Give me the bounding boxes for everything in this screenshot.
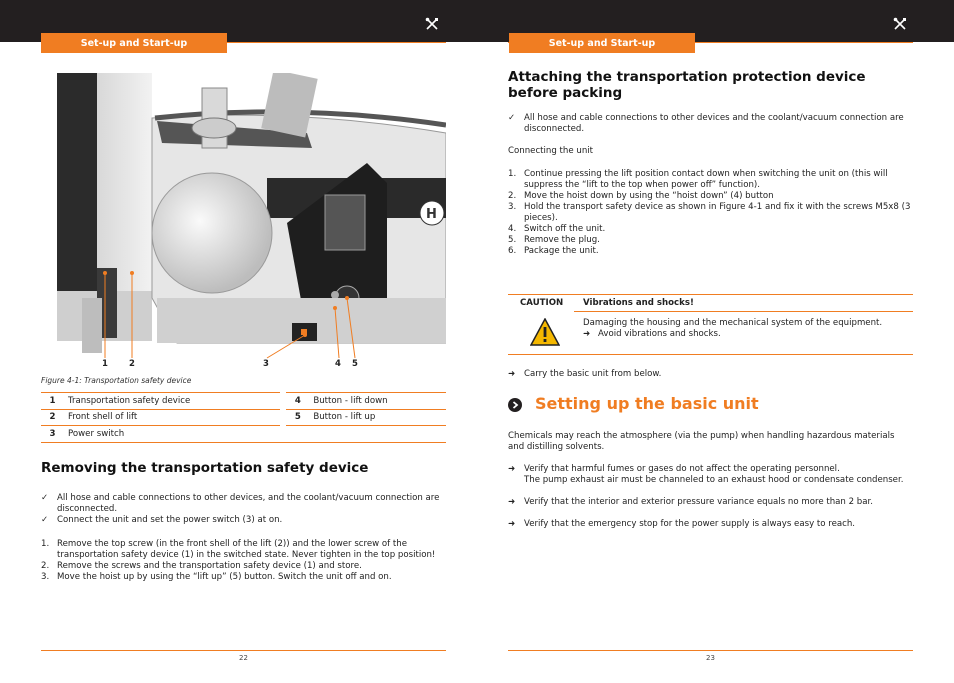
legend-text: Button - lift up (309, 409, 446, 426)
legend-table (41, 392, 446, 443)
caution-title: Vibrations and shocks! (583, 298, 694, 308)
callout-5: 5 (352, 359, 358, 369)
legend-text: Power switch (64, 426, 280, 443)
arrow-right-icon: ➜ (583, 329, 591, 339)
legend-number: 4 (286, 393, 309, 410)
legend-number: 1 (41, 393, 64, 410)
chevron-circle-icon (508, 398, 522, 412)
caution-label: CAUTION (520, 298, 564, 308)
carry-instruction: ➜ Carry the basic unit from below. (508, 369, 662, 379)
table-row (41, 426, 446, 443)
caution-body: Damaging the housing and the mechanical system of the equipment. (583, 318, 883, 328)
table-row (41, 409, 446, 426)
legend-number: 5 (286, 409, 309, 426)
verify-list (508, 464, 913, 530)
arrow-right-icon: ➜ (508, 519, 516, 529)
legend-text: Front shell of lift (64, 409, 280, 426)
intro-text: Chemicals may reach the atmosphere (via the pump) when handling hazardous materials and distilling solvents. (508, 431, 895, 452)
tools-icon (893, 17, 907, 31)
list-item: ✓ All hose and cable connections to other devices, and the coolant/vacuum connection are disconnected. (41, 493, 440, 514)
table-row (41, 393, 446, 410)
check-icon: ✓ (41, 515, 49, 525)
list-item: 3. Move the hoist up by using the “lift up” (5) button. Switch the unit off and on. (41, 572, 392, 582)
page-number-right: 23 (706, 654, 715, 662)
section-title-basic-unit: Setting up the basic unit (535, 394, 759, 413)
check-list (41, 493, 446, 526)
check-list (508, 113, 913, 135)
figure-caption: Figure 4-1: Transportation safety device (41, 376, 192, 385)
brand-logo: H (426, 207, 437, 222)
section-heading-remove: Removing the transportation safety device (41, 460, 369, 476)
arrow-right-icon: ➜ (508, 464, 516, 474)
warning-icon (530, 318, 560, 346)
callout-3: 3 (263, 359, 269, 369)
step-list (508, 169, 913, 257)
check-icon: ✓ (508, 113, 516, 123)
list-item: 5. Remove the plug. (508, 235, 600, 245)
list-item: ➜ Verify that the interior and exterior pressure variance equals no more than 2 bar. (508, 497, 874, 507)
list-item: 3. Hold the transport safety device as shown in Figure 4-1 and fix it with the screws M5x8 (3 pieces). (508, 202, 911, 223)
list-item: 2. Remove the screws and the transportation safety device (1) and store. (41, 561, 362, 571)
list-item: 6. Package the unit. (508, 246, 599, 256)
tools-icon (425, 17, 439, 31)
caution-box (508, 294, 913, 355)
legend-number (286, 426, 309, 443)
legend-number: 3 (41, 426, 64, 443)
legend-text: Transportation safety device (64, 393, 280, 410)
callout-2: 2 (129, 359, 135, 369)
arrow-right-icon: ➜ (508, 369, 516, 379)
list-item: ✓ All hose and cable connections to other devices and the coolant/vacuum connection are disconnected. (508, 113, 904, 134)
legend-text (309, 426, 446, 443)
list-item: 4. Switch off the unit. (508, 224, 606, 234)
list-item: 1. Continue pressing the lift position contact down when switching the unit on (this will suppress the “lift to the top when power off” function). (508, 169, 888, 190)
list-item: ➜ Verify that harmful fumes or gases do not affect the operating personnel. The pump exhaust air must be channeled to an exhaust hood or condensate condenser. (508, 464, 904, 485)
section-tab-left: Set-up and Start-up (41, 33, 227, 53)
step-list (41, 539, 446, 583)
footer-rule-left (41, 650, 446, 651)
callout-1: 1 (102, 359, 108, 369)
arrow-right-icon: ➜ (508, 497, 516, 507)
section-tab-right: Set-up and Start-up (509, 33, 695, 53)
device-figure (57, 73, 446, 360)
list-item: 1. Remove the top screw (in the front shell of the lift (2)) and the lower screw of the transportation safety device (1) in the switched state. Never tighten in the top position! (41, 539, 436, 560)
list-item: ✓ Connect the unit and set the power switch (3) at on. (41, 515, 283, 525)
page-number-left: 22 (239, 654, 248, 662)
list-item: ➜ Verify that the emergency stop for the power supply is always easy to reach. (508, 519, 856, 529)
list-item: 2. Move the hoist down by using the “hoist down” (4) button (508, 191, 774, 201)
connecting-label: Connecting the unit (508, 146, 594, 156)
check-icon: ✓ (41, 493, 49, 503)
section-heading-attach: Attaching the transportation protection device before packing (508, 69, 866, 101)
footer-rule-right (508, 650, 913, 651)
legend-text: Button - lift down (309, 393, 446, 410)
caution-action: ➜ Avoid vibrations and shocks. (583, 329, 721, 339)
callout-4: 4 (335, 359, 341, 369)
legend-number: 2 (41, 409, 64, 426)
